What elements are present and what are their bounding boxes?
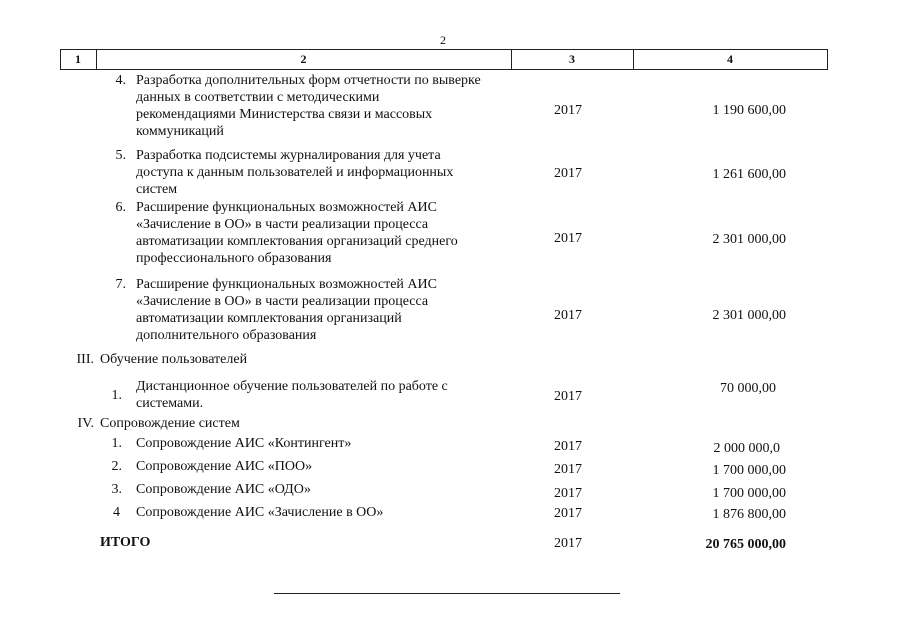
row-amount: 70 000,00: [720, 381, 776, 396]
row-year: 2017: [554, 308, 582, 323]
row-amount: 2 301 000,00: [712, 308, 786, 323]
page-number: 2: [440, 33, 446, 47]
section-number: IV.: [77, 416, 94, 431]
row-year: 2017: [554, 462, 582, 477]
total-amount: 20 765 000,00: [705, 537, 786, 552]
row-number: 4.: [115, 73, 126, 88]
desc-line: автоматизации комплектования организаций среднего: [136, 234, 458, 249]
row-amount: 1 876 800,00: [712, 507, 786, 522]
row-description: [136, 72, 481, 140]
row-number: 4: [113, 505, 120, 520]
row-description: [136, 199, 458, 267]
row-amount: 2 000 000,0: [713, 441, 780, 456]
desc-line: Расширение функциональных возможностей АИС: [136, 277, 437, 292]
desc-line: профессионального образования: [136, 251, 332, 266]
row-amount: 1 700 000,00: [712, 486, 786, 501]
row-number: 2.: [111, 459, 122, 474]
row-description: Сопровождение АИС «Контингент»: [136, 436, 352, 451]
row-number: 3.: [111, 482, 122, 497]
row-number: 5.: [115, 148, 126, 163]
row-description: Сопровождение АИС «Зачисление в ОО»: [136, 505, 384, 520]
row-year: 2017: [554, 166, 582, 181]
header-col-2: 2: [300, 52, 307, 66]
header-border-right: [827, 49, 828, 70]
header-col-4: 4: [727, 52, 733, 66]
desc-line: данных в соответствии с методическими: [136, 90, 380, 105]
row-number: 7.: [115, 277, 126, 292]
row-description: Сопровождение АИС «ПОО»: [136, 459, 313, 474]
row-description: [136, 147, 453, 198]
row-year: 2017: [554, 506, 582, 521]
section-number: III.: [76, 352, 94, 367]
desc-line: рекомендациями Министерства связи и массовых: [136, 107, 433, 122]
desc-line: доступа к данным пользователей и информационных: [136, 165, 454, 180]
desc-line: Расширение функциональных возможностей АИС: [136, 200, 437, 215]
desc-line: «Зачисление в ОО» в части реализации процесса: [136, 217, 429, 232]
row-description: Сопровождение АИС «ОДО»: [136, 482, 311, 497]
desc-line: коммуникаций: [136, 124, 224, 139]
row-number: 6.: [115, 200, 126, 215]
desc-line: систем: [136, 182, 178, 197]
row-description: [136, 276, 437, 344]
section-title: Сопровождение систем: [100, 416, 240, 431]
section-title: Обучение пользователей: [100, 352, 248, 367]
bottom-rule: [274, 593, 620, 594]
row-description: [136, 378, 448, 412]
row-number: 1.: [111, 388, 122, 403]
total-label: ИТОГО: [100, 535, 151, 550]
desc-line: дополнительного образования: [136, 328, 317, 343]
desc-line: Дистанционное обучение пользователей по работе с: [136, 379, 448, 394]
header-top-rule: [60, 49, 828, 50]
row-year: 2017: [554, 486, 582, 501]
row-year: 2017: [554, 231, 582, 246]
row-year: 2017: [554, 389, 582, 404]
row-amount: 2 301 000,00: [712, 232, 786, 247]
header-bottom-rule: [60, 69, 828, 70]
desc-line: Разработка подсистемы журналирования для учета: [136, 148, 441, 163]
header-col-3: 3: [569, 52, 575, 66]
desc-line: автоматизации комплектования организаций: [136, 311, 402, 326]
desc-line: системами.: [136, 396, 204, 411]
row-amount: 1 261 600,00: [712, 167, 786, 182]
row-year: 2017: [554, 103, 582, 118]
row-amount: 1 700 000,00: [712, 463, 786, 478]
row-amount: 1 190 600,00: [712, 103, 786, 118]
row-year: 2017: [554, 439, 582, 454]
header-col-1: 1: [75, 52, 81, 66]
row-number: 1.: [111, 436, 122, 451]
desc-line: Разработка дополнительных форм отчетности по выверке: [136, 73, 481, 88]
total-year: 2017: [554, 536, 582, 551]
desc-line: «Зачисление в ОО» в части реализации процесса: [136, 294, 429, 309]
